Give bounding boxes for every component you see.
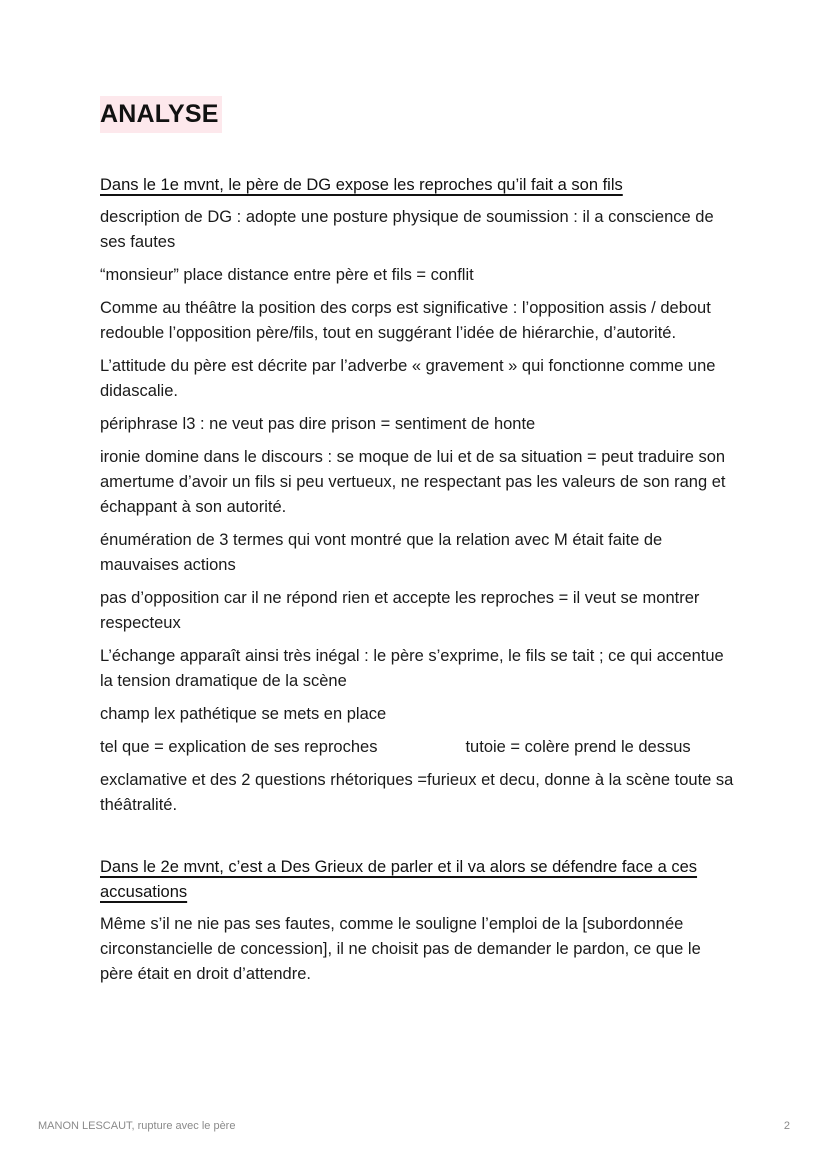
paragraph: ironie domine dans le discours : se moque de lui et de sa situation = peut traduire son amertume d’avoir un fils si peu vertueux, ne respectant pas les valeurs de son rang et échappant à son autorité.	[100, 448, 726, 516]
paragraph: Comme au théâtre la position des corps est significative : l’opposition assis / debout redouble l’opposition père/fils, tout en suggérant l’idée de hiérarchie, d’autorité.	[100, 299, 711, 342]
paragraph: L’attitude du père est décrite par l’adverbe « gravement » qui fonctionne comme une didascalie.	[100, 357, 716, 400]
section-1-heading-wrap	[100, 173, 735, 198]
section-2-heading: Dans le 2e mvnt, c’est a Des Grieux de parler et il va alors se défendre face a ces accusations	[100, 858, 698, 901]
paragraph: pas d’opposition car il ne répond rien et accepte les reproches = il veut se montrer respecteux	[100, 589, 700, 632]
footer-page-number: 2	[783, 1120, 790, 1132]
paragraph: énumération de 3 termes qui vont montré que la relation avec M était faite de mauvaises actions	[100, 531, 663, 574]
section-2-heading-wrap	[100, 855, 735, 905]
page-title: ANALYSE	[100, 96, 222, 133]
paragraph: L’échange apparaît ainsi très inégal : le père s’exprime, le fils se tait ; ce qui accentue la tension dramatique de la scène	[100, 647, 724, 690]
section-1-heading: Dans le 1e mvnt, le père de DG expose les reproches qu’il fait a son fils	[100, 176, 623, 194]
paragraph: description de DG : adopte une posture physique de soumission : il a conscience de ses fautes	[100, 208, 714, 251]
footer-document-title: MANON LESCAUT, rupture avec le père	[38, 1120, 236, 1132]
paragraph: “monsieur” place distance entre père et fils = conflit	[100, 266, 474, 284]
split-left-text: tel que = explication de ses reproches	[100, 738, 378, 756]
split-right-text: tutoie = colère prend le dessus	[465, 738, 691, 756]
paragraph: champ lex pathétique se mets en place	[100, 705, 387, 723]
paragraph: exclamative et des 2 questions rhétoriques =furieux et decu, donne à la scène toute sa théâtralité.	[100, 771, 734, 814]
split-paragraph	[100, 735, 735, 760]
document-body	[100, 173, 735, 995]
paragraph: Même s’il ne nie pas ses fautes, comme le souligne l’emploi de la [subordonnée circonstancielle de concession], il ne choisit pas de demander le pardon, ce que le père était en droit d’attendre.	[100, 915, 701, 983]
paragraph: périphrase l3 : ne veut pas dire prison = sentiment de honte	[100, 415, 536, 433]
